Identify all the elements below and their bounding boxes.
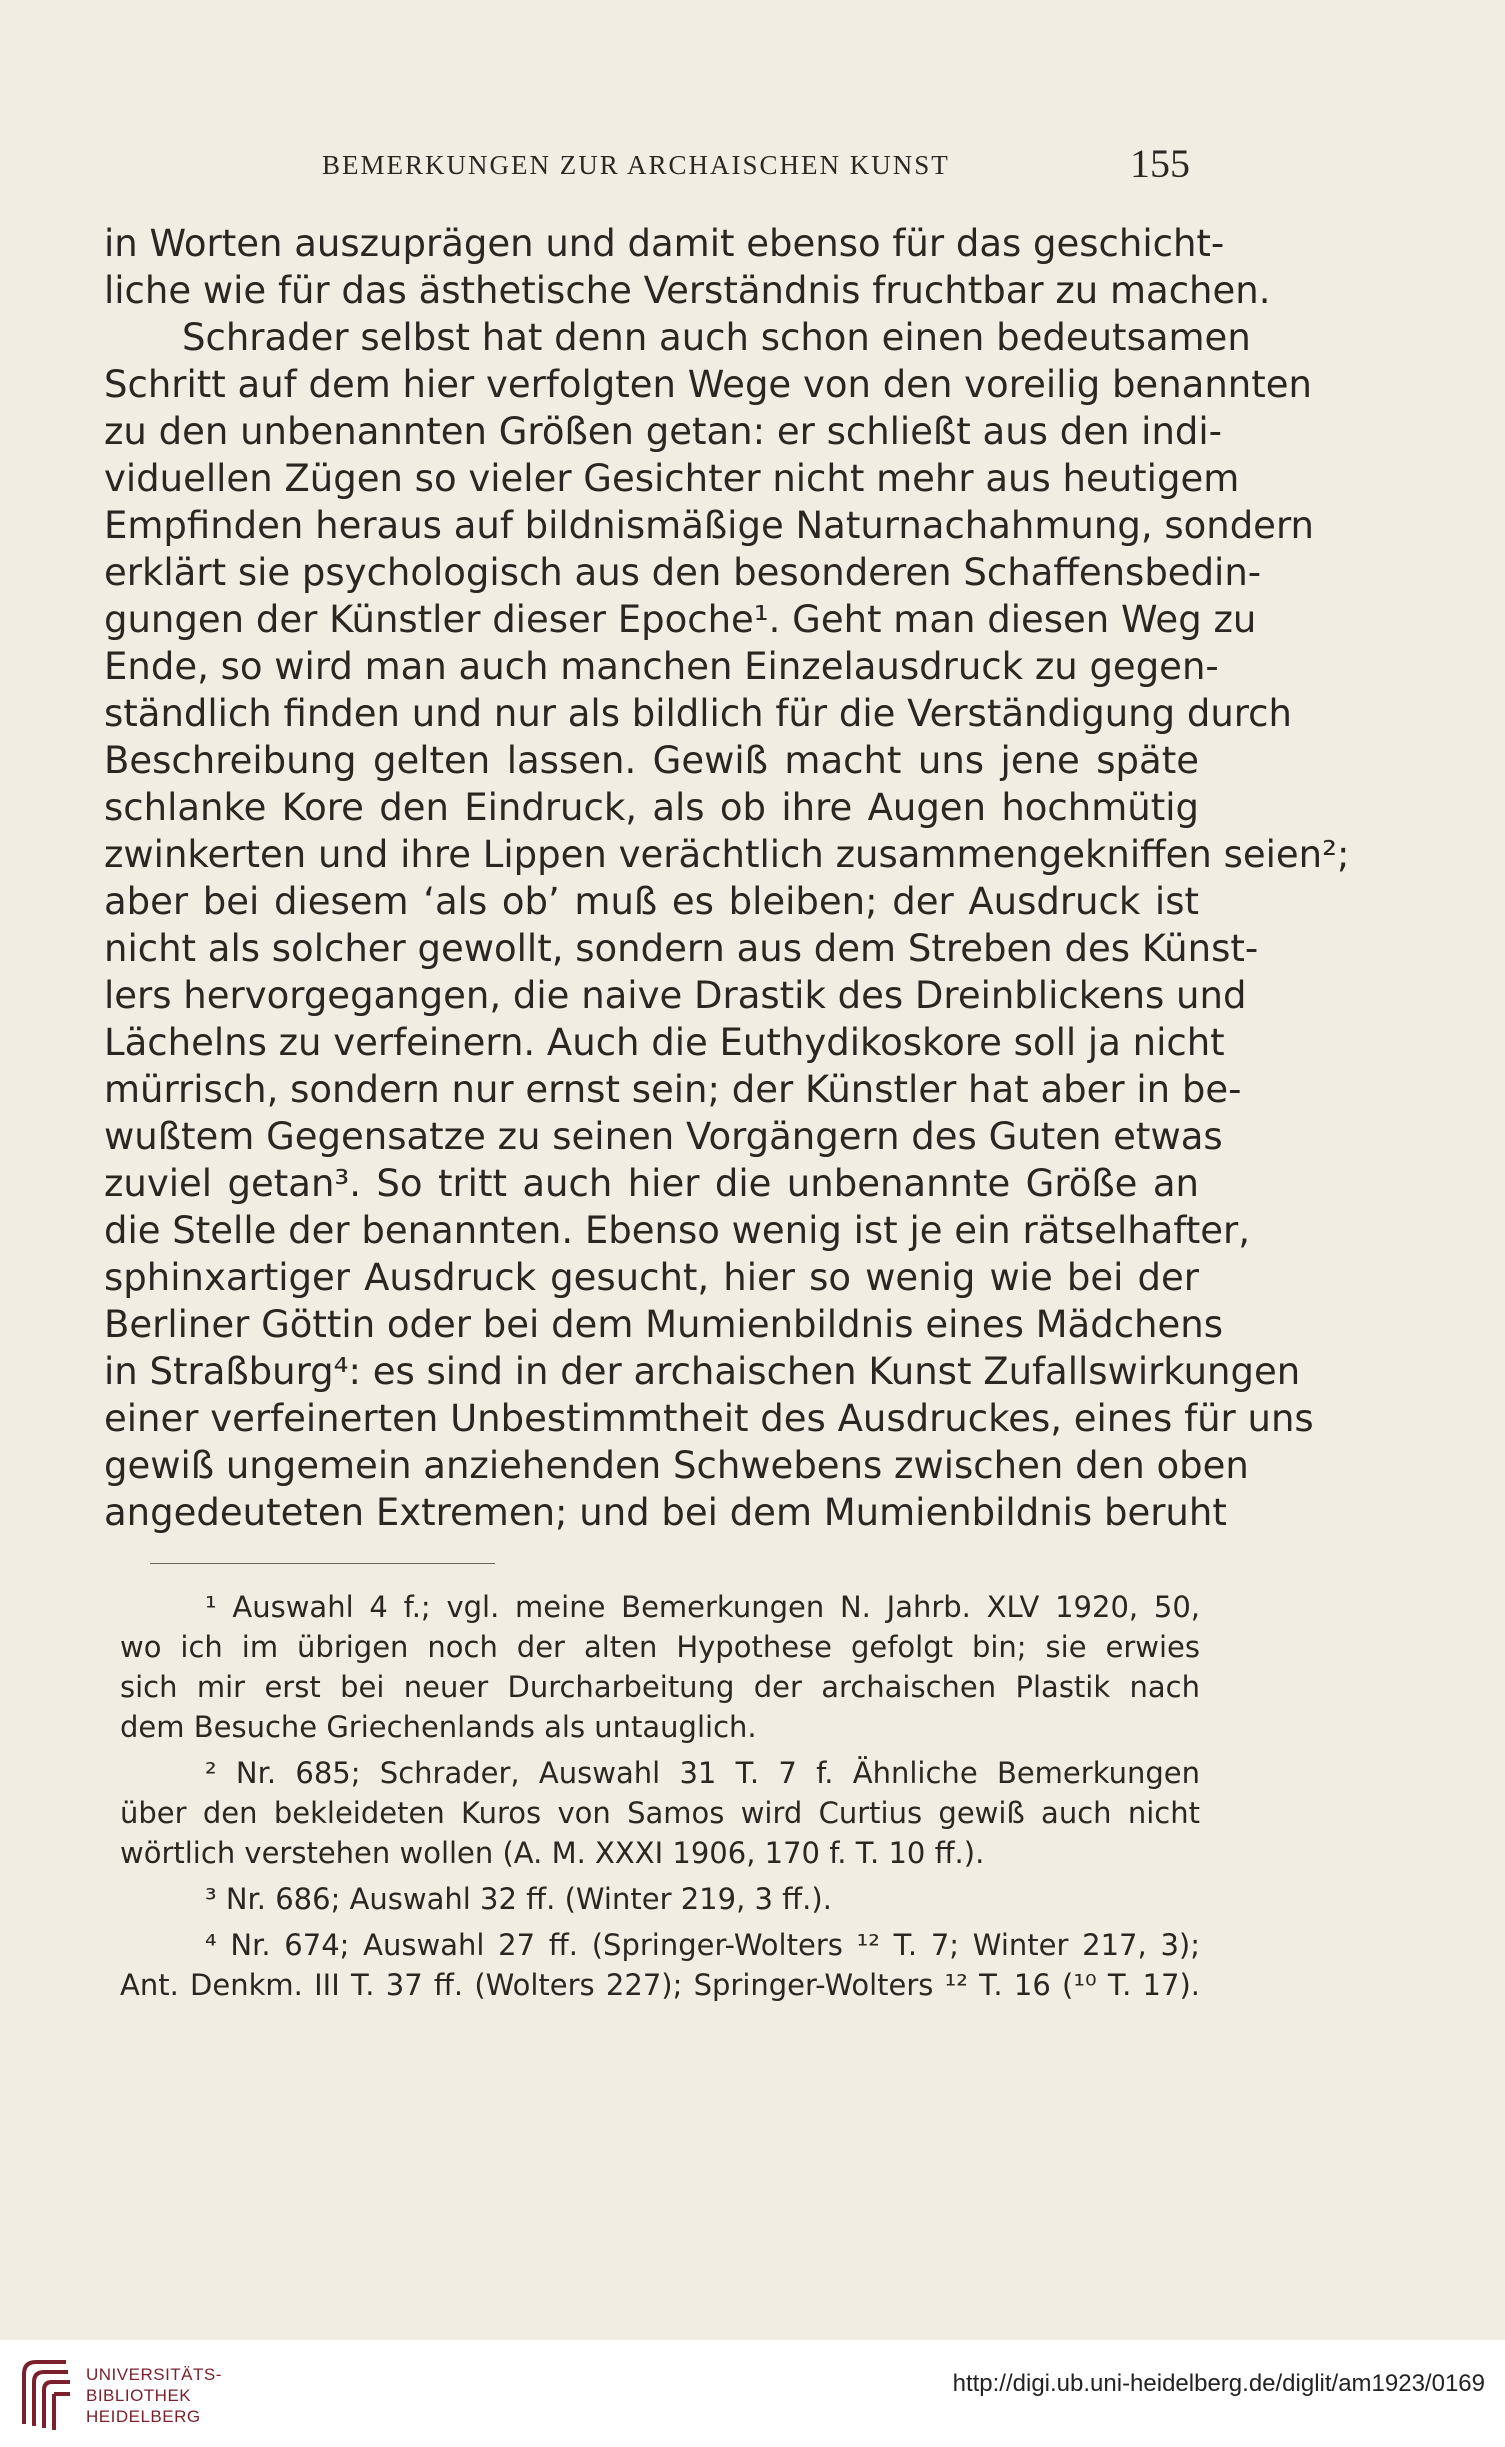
text-line: gewiß ungemein anziehenden Schwebens zwischen den oben [104,1444,1249,1487]
text-line: sphinxartiger Ausdruck gesucht, hier so wenig wie bei der [104,1256,1199,1299]
text-line: mürrisch, sondern nur ernst sein; der Künstler hat aber in be- [104,1068,1242,1111]
text-line: Schritt auf dem hier verfolgten Wege von den voreilig benannten [104,363,1312,406]
text-line: in Worten auszuprägen und damit ebenso für das geschicht- [104,222,1225,265]
permalink-url[interactable]: http://digi.ub.uni-heidelberg.de/diglit/am1923/0169 [952,2370,1485,2397]
footnote-line: über den bekleideten Kuros von Samos wird Curtius gewiß auch nicht [120,1796,1200,1830]
viewer-footer [0,2340,1505,2447]
text-line: wußtem Gegensatze zu seinen Vorgängern des Guten etwas [104,1115,1223,1158]
text-line: Lächelns zu verfeinern. Auch die Euthydikoskore soll ja nicht [104,1021,1225,1064]
text-line: Berliner Göttin oder bei dem Mumienbildnis eines Mädchens [104,1303,1223,1346]
text-line: aber bei diesem ‘als ob’ muß es bleiben; der Ausdruck ist [104,880,1199,923]
text-line: viduellen Zügen so vieler Gesichter nicht mehr aus heutigem [104,457,1240,500]
footnote-line: Ant. Denkm. III T. 37 ff. (Wolters 227); Springer-Wolters ¹² T. 16 (¹⁰ T. 17). [120,1968,1200,2002]
text-line: einer verfeinerten Unbestimmtheit des Ausdruckes, eines für uns [104,1397,1314,1440]
footnote-line: sich mir erst bei neuer Durcharbeitung der archaischen Plastik nach [120,1670,1200,1704]
footnote-line: ⁴ Nr. 674; Auswahl 27 ff. (Springer-Wolters ¹² T. 7; Winter 217, 3); [205,1928,1200,1962]
text-line: Ende, so wird man auch manchen Einzelausdruck zu gegen- [104,645,1219,688]
text-line: Schrader selbst hat denn auch schon einen bedeutsamen [182,316,1251,359]
library-name [86,2364,222,2427]
library-name-line3: HEIDELBERG [86,2407,201,2426]
text-line: erklärt sie psychologisch aus den besonderen Schaffensbedin- [104,551,1262,594]
text-line: gungen der Künstler dieser Epoche¹. Geht man diesen Weg zu [104,598,1257,641]
text-line: zuviel getan³. So tritt auch hier die unbenannte Größe an [104,1162,1199,1205]
text-line: zwinkerten und ihre Lippen verächtlich zusammengekniffen seien²; [104,833,1350,876]
footnote-line: wörtlich verstehen wollen (A. M. XXXI 1906, 170 f. T. 10 ff.). [120,1836,985,1870]
footnote-line: ² Nr. 685; Schrader, Auswahl 31 T. 7 f. Ähnliche Bemerkungen [205,1756,1200,1790]
text-line: Beschreibung gelten lassen. Gewiß macht uns jene späte [104,739,1199,782]
text-line: Empfinden heraus auf bildnismäßige Naturnachahmung, sondern [104,504,1314,547]
library-logo-icon [16,2354,76,2432]
footnote-line: ³ Nr. 686; Auswahl 32 ff. (Winter 219, 3 ff.). [205,1882,832,1916]
library-name-line2: BIBLIOTHEK [86,2386,192,2405]
running-title: BEMERKUNGEN ZUR ARCHAISCHEN KUNST [322,150,950,180]
page-number: 155 [1130,141,1190,186]
footnote-line: dem Besuche Griechenlands als untauglich. [120,1710,757,1744]
footnote-line: wo ich im übrigen noch der alten Hypothese gefolgt bin; sie erwies [120,1630,1200,1664]
text-line: liche wie für das ästhetische Verständnis fruchtbar zu machen. [104,269,1271,312]
text-line: schlanke Kore den Eindruck, als ob ihre Augen hochmütig [104,786,1199,829]
footnotes [120,1587,1200,2005]
main-text [104,220,1350,1536]
text-line: zu den unbenannten Größen getan: er schließt aus den indi- [104,410,1223,453]
text-line: die Stelle der benannten. Ebenso wenig ist je ein rätselhafter, [104,1209,1250,1252]
text-line: lers hervorgegangen, die naive Drastik des Dreinblickens und [104,974,1247,1017]
text-line: angedeuteten Extremen; und bei dem Mumienbildnis beruht [104,1491,1227,1534]
library-name-line1: UNIVERSITÄTS- [86,2365,222,2384]
text-line: in Straßburg⁴: es sind in der archaischen Kunst Zufallswirkungen [104,1350,1301,1393]
text-line: nicht als solcher gewollt, sondern aus dem Streben des Künst- [104,927,1259,970]
footnote-divider [150,1563,495,1564]
footnote-line: ¹ Auswahl 4 f.; vgl. meine Bemerkungen N. Jahrb. XLV 1920, 50, [205,1590,1200,1624]
text-line: ständlich finden und nur als bildlich für die Verständigung durch [104,692,1292,735]
